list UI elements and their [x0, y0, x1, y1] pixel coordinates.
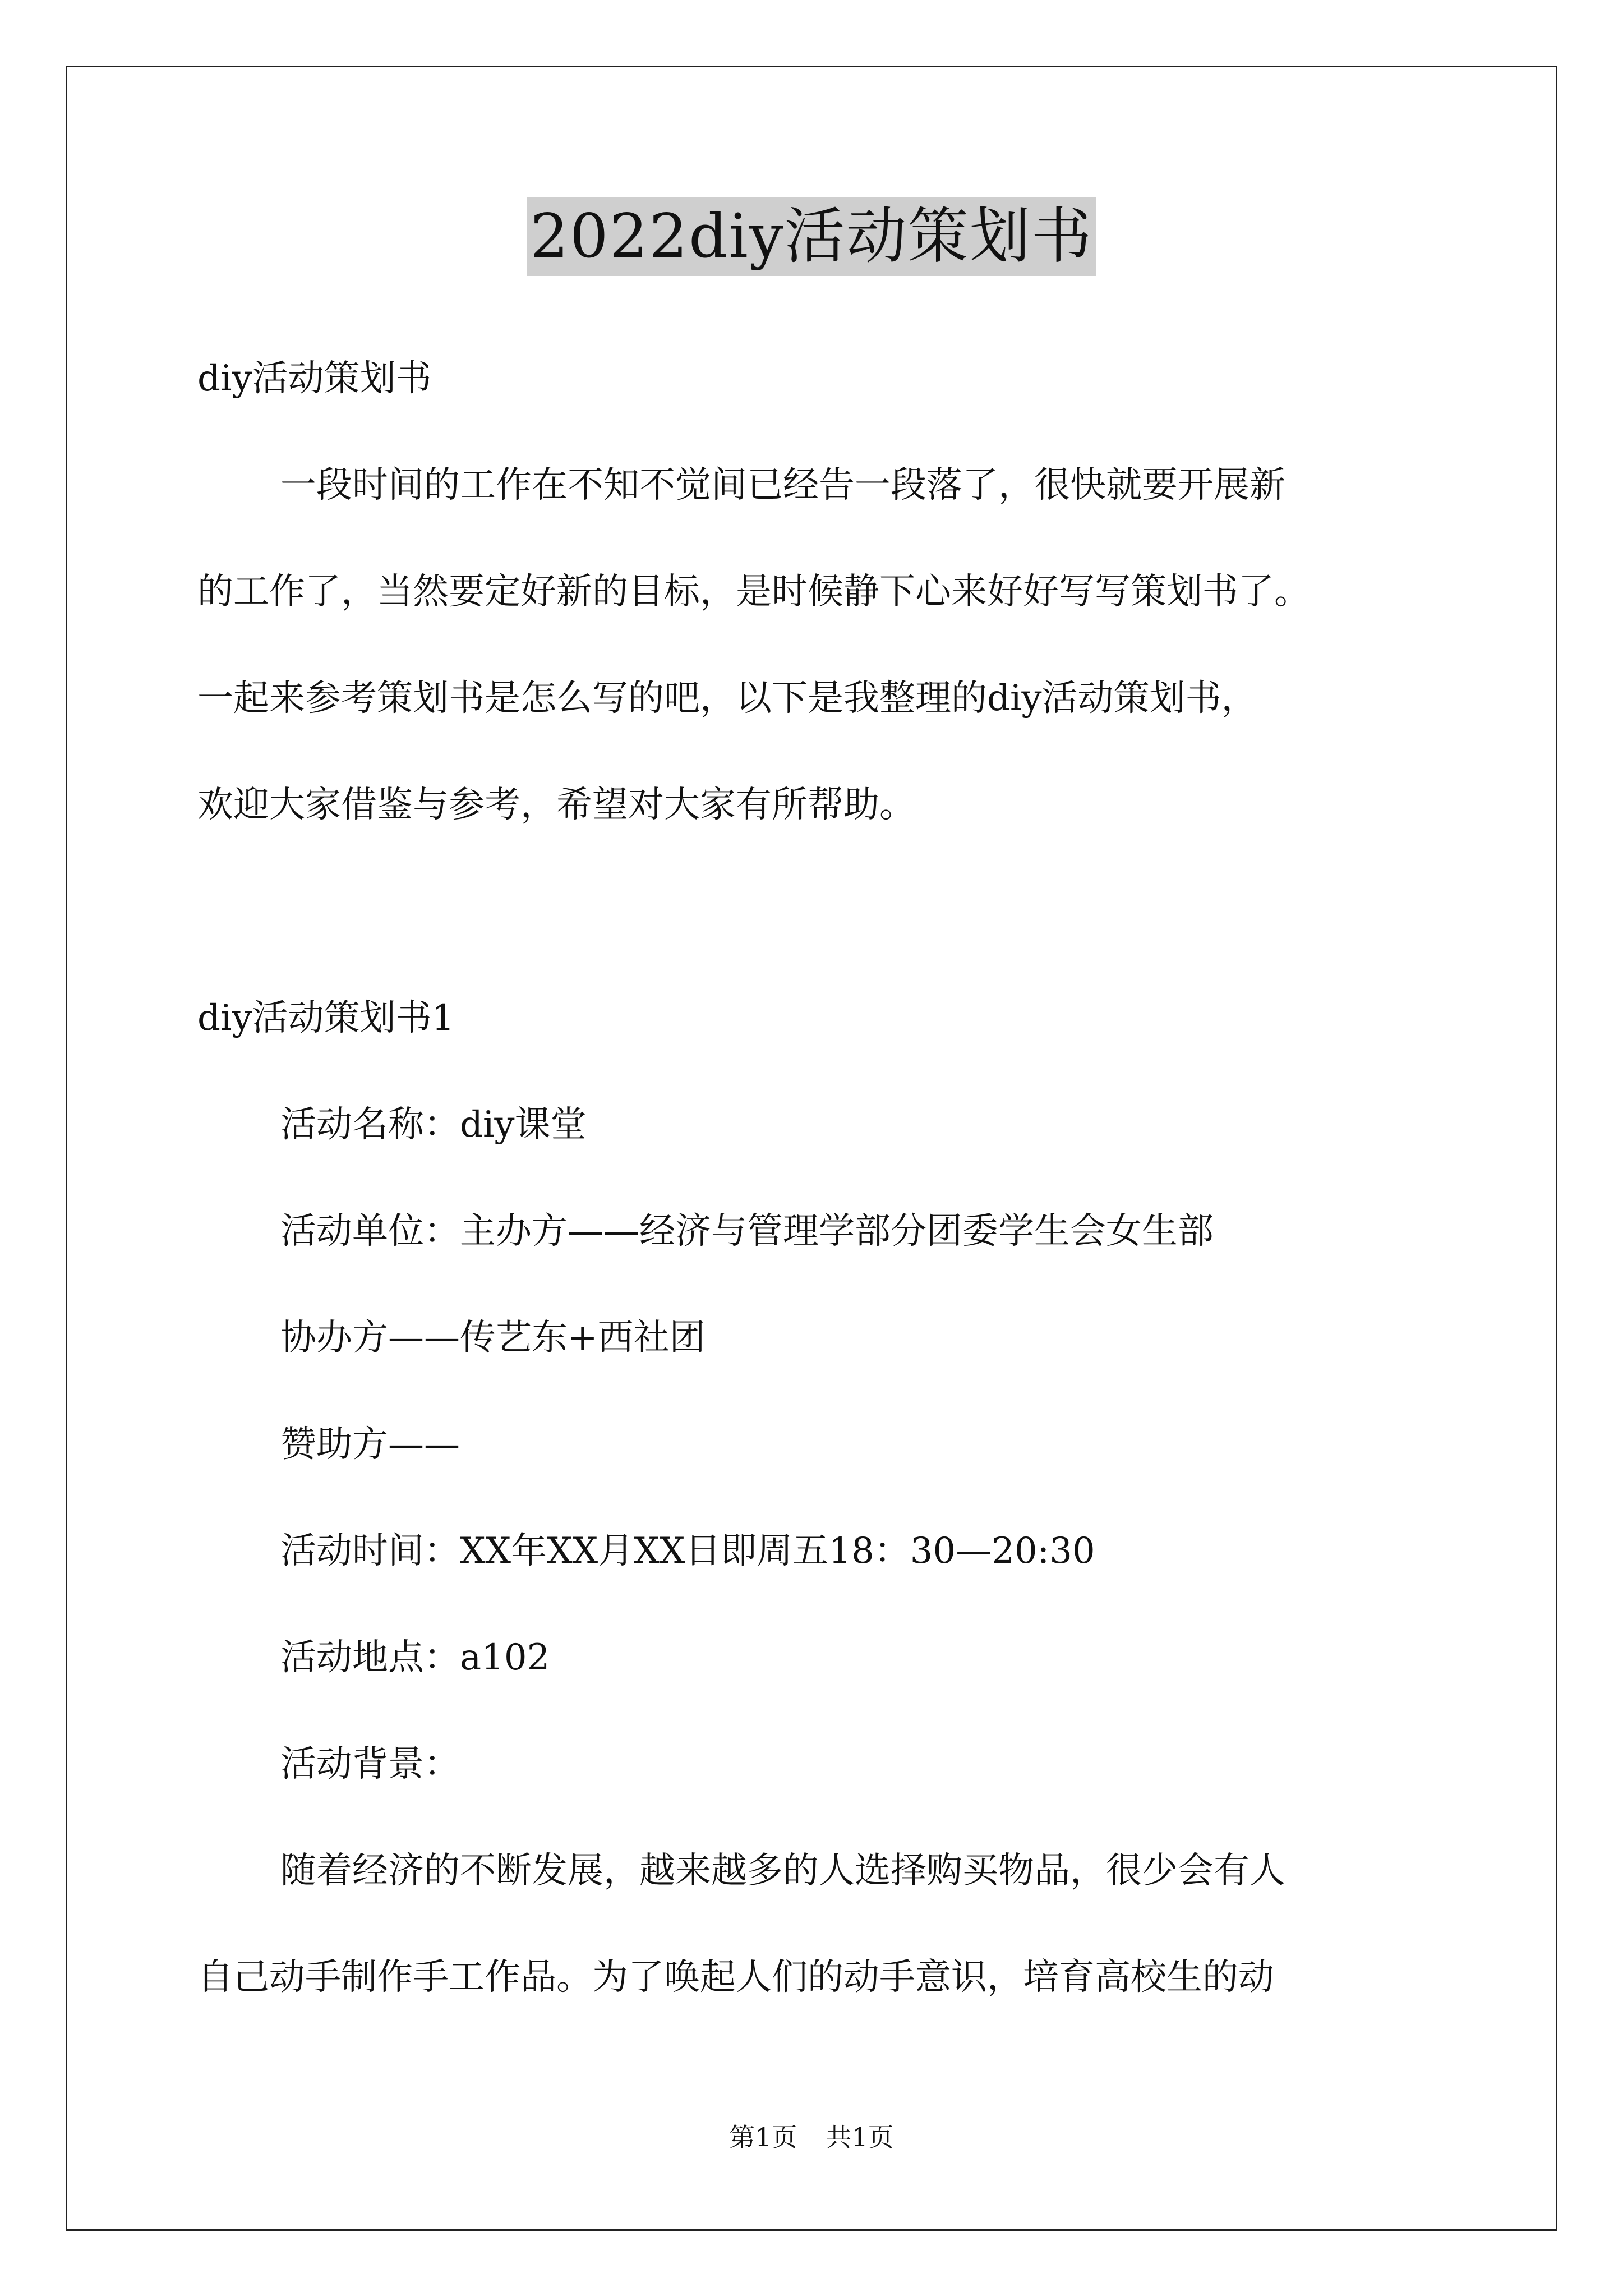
- activity-name: 活动名称：diy课堂: [280, 1104, 587, 1145]
- paragraph-line: 欢迎大家借鉴与参考，希望对大家有所帮助。: [197, 784, 915, 826]
- activity-location: 活动地点：a102: [280, 1637, 550, 1678]
- title-container: [0, 197, 1623, 276]
- doc-subtitle: diy活动策划书: [197, 358, 432, 399]
- paragraph-line: 的工作了，当然要定好新的目标，是时候静下心来好好写写策划书了。: [197, 571, 1310, 613]
- activity-co-organizer: 协办方——传艺东+西社团: [280, 1317, 706, 1359]
- activity-background-label: 活动背景：: [280, 1743, 460, 1785]
- page-total: 共1页: [826, 2122, 894, 2152]
- paragraph-line: 一段时间的工作在不知不觉间已经告一段落了，很快就要开展新: [280, 464, 1285, 506]
- activity-time: 活动时间：XX年XX月XX日即周五18：30—20:30: [280, 1530, 1095, 1572]
- page-footer: [0, 2120, 1623, 2154]
- activity-sponsor: 赞助方——: [280, 1424, 460, 1465]
- document-title: 2022diy活动策划书: [527, 197, 1096, 276]
- activity-organizer: 活动单位：主办方——经济与管理学部分团委学生会女生部: [280, 1211, 1214, 1252]
- page-number: 第1页: [729, 2122, 797, 2152]
- paragraph-line: 一起来参考策划书是怎么写的吧，以下是我整理的diy活动策划书，: [197, 678, 1257, 719]
- paragraph-line: 随着经济的不断发展，越来越多的人选择购买物品，很少会有人: [280, 1850, 1285, 1892]
- paragraph-line: 自己动手制作手工作品。为了唤起人们的动手意识，培育高校生的动: [197, 1957, 1274, 1998]
- section-heading: diy活动策划书1: [197, 997, 455, 1039]
